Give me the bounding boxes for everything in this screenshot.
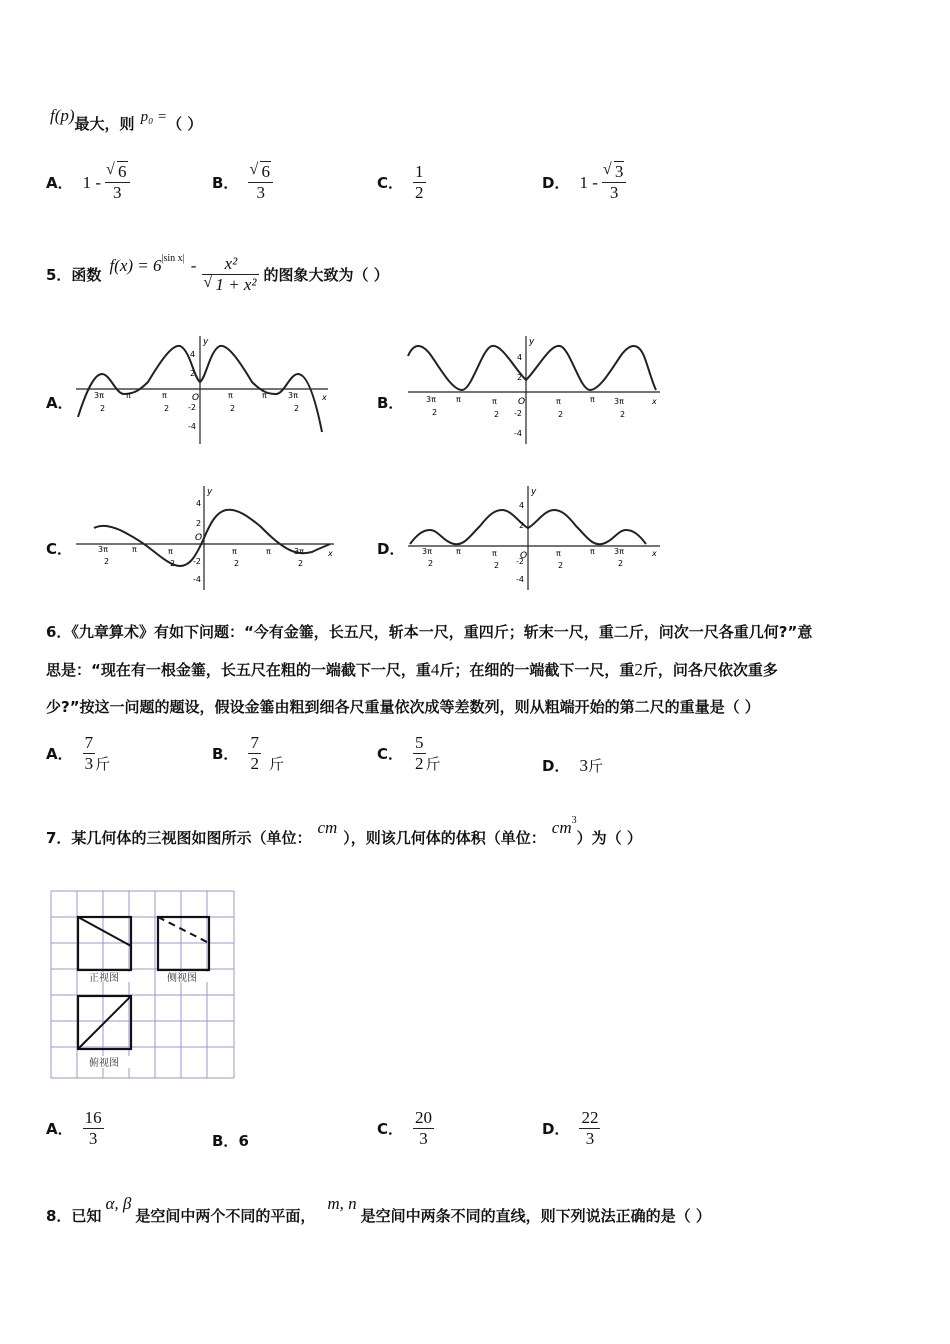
svg-text:2: 2 bbox=[196, 519, 202, 528]
q5-graph-b[interactable] bbox=[404, 332, 664, 447]
front-view-label: 正视图 bbox=[89, 973, 119, 984]
q5-graph-label-c[interactable]: C． bbox=[46, 540, 73, 558]
q7-option-c[interactable]: C． $\frac{20}{3}$ bbox=[377, 1108, 433, 1148]
q6-line-2: 思是：“现在有一根金箠，长五尺在粗的一端截下一尺，重4斤；在细的一端截下一尺，重2斤，问各尺依次重多 bbox=[46, 660, 778, 679]
svg-text:π: π bbox=[556, 549, 561, 558]
q5-graph-label-b[interactable]: B． bbox=[377, 394, 404, 412]
svg-text:-2: -2 bbox=[516, 557, 524, 566]
svg-text:2: 2 bbox=[104, 557, 110, 566]
q8-stem: 8．已知 α, β 是空间中两个不同的平面， m, n 是空间中两条不同的直线，则下列说法正确的是（ ） bbox=[46, 1194, 711, 1225]
svg-text:2: 2 bbox=[234, 559, 240, 568]
svg-text:π: π bbox=[126, 391, 131, 400]
svg-text:y: y bbox=[529, 337, 535, 347]
q4-option-c[interactable]: C． $\frac{1}{2}$ bbox=[377, 162, 424, 202]
svg-text:2: 2 bbox=[294, 404, 300, 413]
svg-text:2: 2 bbox=[620, 410, 626, 419]
q5-graph-d[interactable] bbox=[404, 484, 664, 592]
svg-text:π: π bbox=[492, 397, 497, 406]
svg-text:3π: 3π bbox=[288, 391, 298, 400]
svg-text:2: 2 bbox=[230, 404, 236, 413]
svg-text:2: 2 bbox=[432, 408, 438, 417]
svg-text:π: π bbox=[162, 391, 167, 400]
svg-text:x: x bbox=[652, 549, 657, 558]
svg-text:4: 4 bbox=[196, 499, 202, 508]
q5-graph-a[interactable] bbox=[72, 332, 332, 447]
q4-option-d[interactable]: D． 1 - √ $\frac{3}{3}$ bbox=[542, 162, 626, 203]
svg-text:x: x bbox=[652, 397, 657, 406]
q7-option-d[interactable]: D． $\frac{22}{3}$ bbox=[542, 1108, 599, 1148]
svg-text:2: 2 bbox=[558, 561, 564, 570]
svg-text:2: 2 bbox=[100, 404, 106, 413]
svg-text:3π: 3π bbox=[294, 547, 304, 556]
svg-text:π: π bbox=[232, 547, 237, 556]
svg-text:π: π bbox=[556, 397, 561, 406]
svg-text:π: π bbox=[456, 547, 461, 556]
svg-text:π: π bbox=[228, 391, 233, 400]
svg-text:2: 2 bbox=[618, 559, 624, 568]
svg-text:-4: -4 bbox=[516, 575, 524, 584]
svg-text:3π: 3π bbox=[614, 547, 624, 556]
q6-option-a[interactable]: A． $\frac{7}{3}$ 斤 bbox=[46, 733, 111, 773]
svg-text:2: 2 bbox=[190, 369, 196, 378]
svg-text:π: π bbox=[492, 549, 497, 558]
svg-text:3π: 3π bbox=[94, 391, 104, 400]
svg-text:3π: 3π bbox=[422, 547, 432, 556]
q5-stem: 5．函数 f(x) = 6 |sin x| - x² √ 1 + x² 的图象大致为（ ） bbox=[46, 246, 389, 302]
svg-text:x: x bbox=[322, 393, 327, 402]
svg-text:-2: -2 bbox=[514, 409, 522, 418]
svg-text:4: 4 bbox=[517, 353, 523, 362]
q6-option-d[interactable]: D． 3 斤 bbox=[542, 755, 603, 775]
svg-text:x: x bbox=[328, 549, 333, 558]
svg-text:2: 2 bbox=[298, 559, 304, 568]
side-view-label: 侧视图 bbox=[167, 973, 197, 984]
q7-option-a[interactable]: A． $\frac{16}{3}$ bbox=[46, 1108, 102, 1148]
svg-text:π: π bbox=[168, 547, 173, 556]
svg-text:O: O bbox=[520, 551, 528, 561]
svg-text:2: 2 bbox=[170, 559, 176, 568]
svg-text:3π: 3π bbox=[98, 545, 108, 554]
top-view-label: 俯视图 bbox=[89, 1058, 119, 1069]
svg-text:π: π bbox=[266, 547, 271, 556]
q6-line-3: 少?”按这一问题的题设，假设金箠由粗到细各尺重量依次成等差数列，则从粗端开始的第二尺的重量是（ ） bbox=[46, 698, 760, 716]
svg-text:2: 2 bbox=[517, 373, 523, 382]
q7-stem: 7．某几何体的三视图如图所示（单位： cm ），则该几何体的体积（单位： cm 3 ）为（ ） bbox=[46, 815, 642, 847]
svg-text:2: 2 bbox=[558, 410, 564, 419]
svg-text:2: 2 bbox=[428, 559, 434, 568]
svg-text:2: 2 bbox=[164, 404, 170, 413]
q7-three-view-figure bbox=[48, 888, 240, 1080]
q6-option-c[interactable]: C． $\frac{5}{2}$ 斤 bbox=[377, 733, 441, 773]
q7-option-b[interactable]: B． 6 bbox=[212, 1131, 249, 1150]
q4-mid: 最大，则 bbox=[74, 115, 135, 133]
svg-text:3π: 3π bbox=[614, 397, 624, 406]
svg-text:-4: -4 bbox=[193, 575, 201, 584]
svg-text:π: π bbox=[262, 391, 267, 400]
svg-text:O: O bbox=[195, 533, 203, 543]
svg-text:-2: -2 bbox=[193, 557, 201, 566]
svg-text:y: y bbox=[531, 487, 537, 497]
svg-text:2: 2 bbox=[494, 561, 500, 570]
svg-text:π: π bbox=[132, 545, 137, 554]
q5-graph-label-a[interactable]: A． bbox=[46, 394, 73, 412]
svg-text:y: y bbox=[207, 487, 213, 497]
q5-graph-label-d[interactable]: D． bbox=[377, 540, 405, 558]
q5-graph-c[interactable] bbox=[72, 484, 337, 592]
q4-tail: （ ） bbox=[167, 115, 203, 133]
svg-text:y: y bbox=[203, 337, 209, 347]
svg-text:π: π bbox=[456, 395, 461, 404]
q4-func: f(p) bbox=[50, 106, 75, 125]
q6-line-1: 6．《九章算术》有如下问题：“今有金箠，长五尺，斩本一尺，重四斤；斩末一尺，重二斤，问次一尺各重几何?”意 bbox=[46, 623, 813, 641]
q4-p0: p₀ = bbox=[140, 109, 168, 125]
q4-option-b[interactable]: B． √ $\frac{6}{3}$ bbox=[212, 162, 273, 203]
q6-option-b[interactable]: B． $\frac{7}{2}$ 斤 bbox=[212, 733, 284, 773]
svg-text:O: O bbox=[518, 397, 526, 407]
q4-stem bbox=[50, 104, 202, 134]
svg-text:π: π bbox=[590, 395, 595, 404]
svg-text:-4: -4 bbox=[188, 422, 196, 431]
svg-text:2: 2 bbox=[519, 521, 525, 530]
svg-text:2: 2 bbox=[494, 410, 500, 419]
svg-text:-4: -4 bbox=[514, 429, 522, 438]
svg-text:O: O bbox=[192, 393, 200, 403]
svg-text:-2: -2 bbox=[188, 403, 196, 412]
q4-option-a[interactable]: A． 1 - √ $\frac{6}{3}$ bbox=[46, 162, 130, 203]
svg-text:4: 4 bbox=[190, 350, 196, 359]
svg-text:4: 4 bbox=[519, 501, 525, 510]
svg-text:π: π bbox=[590, 547, 595, 556]
svg-text:3π: 3π bbox=[426, 395, 436, 404]
